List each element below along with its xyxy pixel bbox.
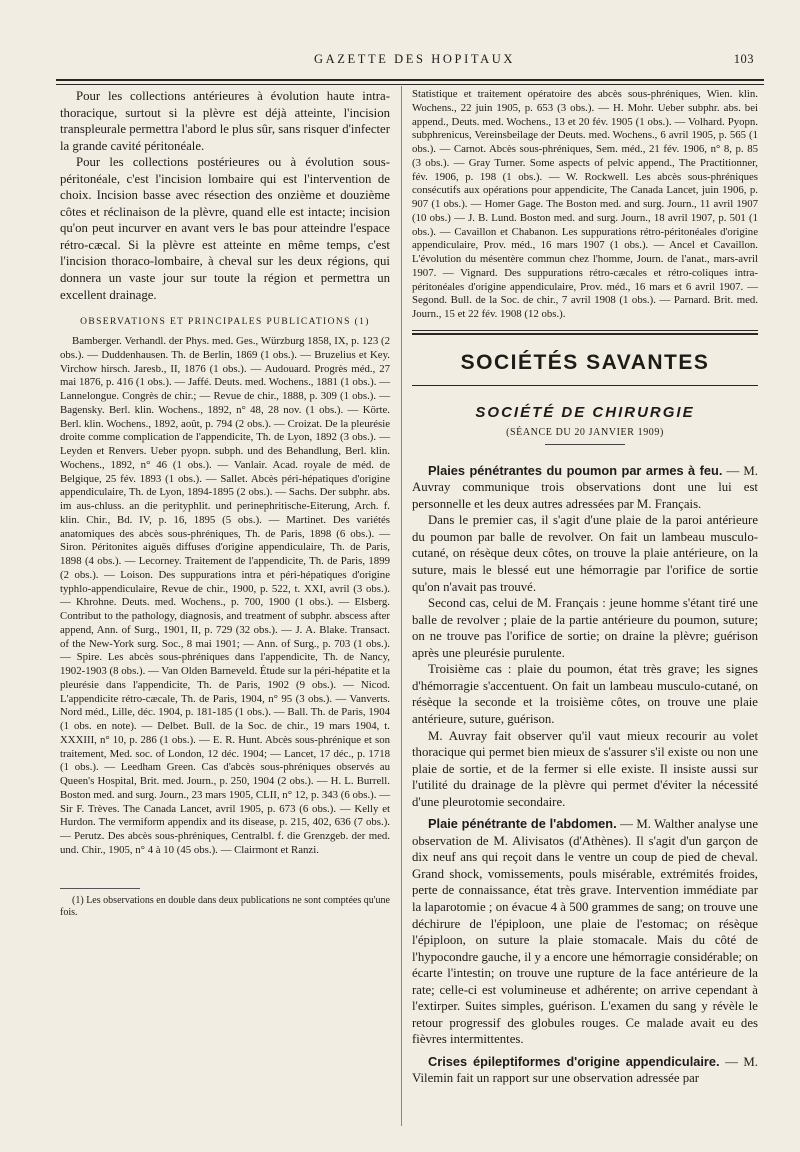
article-gunshot-lung-case3: Troisième cas : plaie du poumon, état très grave; les signes d'hémorragie s'accentuent. On fait un lambeau musculo-cutané, on résèque la seconde et la troisième côtes, on trouve une plaie antérieure, suture, guérison. [412, 662, 758, 726]
article-gunshot-lung [412, 463, 758, 513]
seance-date: (SÉANCE DU 20 JANVIER 1909) [506, 426, 664, 438]
left-column [60, 88, 390, 920]
article-heading-abdomen-wound: Plaie pénétrante de l'abdomen. [428, 816, 617, 832]
article-epileptiform-crises [412, 1054, 758, 1087]
page-header [58, 52, 760, 74]
section-rule [412, 330, 758, 335]
article-abdomen-wound [412, 816, 758, 1048]
article-gunshot-lung-intro: — M. Auvray communique trois observations dont une lui est personnelle et les deux autres adressées par M. Français. [412, 463, 759, 511]
section-title-rule [412, 385, 758, 386]
article-gunshot-lung-conclusion: M. Auvray fait observer qu'il vaut mieux recourir au volet thoracique qui permet bien mieux de s'assurer s'il existe ou non une plaie de sortie, et de la fermer si elle existe. Il insiste aussi sur l'utilité du drainage de la plèvre qui permet d'éviter la nécessité d'une pleurotomie secondaire. [412, 728, 758, 809]
footnote: (1) Les observations en double dans deux publications ne sont comptées qu'une fois. [60, 894, 390, 919]
right-column [412, 88, 758, 1087]
article-gunshot-lung-case2: Second cas, celui de M. Français : jeune homme s'étant tiré une balle de revolver ; plaie de la partie antérieure du poumon, suture; on ne trouve pas l'orifice de sortie; on draine la plèvre; guérison après une pleurésie purulente. [412, 596, 758, 660]
article-gunshot-lung-case1: Dans le premier cas, il s'agit d'une plaie de la paroi antérieure du poumon par balle de revolver. On fait un lambeau musculo-cutané, on résèque deux côtes, on trouve la plaie antérieure, on la suture, mais le blessé eut une hémorragie par l'orifice de sortie qu'on n'avait pas trouvé. [412, 513, 758, 594]
article-abdomen-wound-text: — M. Walther analyse une observation de M. Alivisatos (d'Athènes). Il s'agit d'un garçon de dix neuf ans qui reçoit dans le ventre un coup de pied de cheval. Grand shock, vomissements, pouls misérable, extrémités froides, perte de connaissance, état très grave. Intervention immédiate par la laparotomie ; on évacue 4 à 500 grammes de sang; on trouve une déchirure de l'épiploon, une plaie de l'estomac; on résèque l'épiploon, on suture la plaie stomacale. Mais du côté de l'hypocondre gauche, il y a encore une hémorragie considérable; on écarte l'intestin; on trouve une rupture de la face antérieure de la rate; celle-ci est volumineuse et adhérente; on arrive cependant à l'extirper. Suites simples, guérison. L'examen du sang y révèle le retour progressif des globules rouges. Ce malade avait eu des fièvres intermittentes. [412, 817, 759, 1047]
paragraph-anterior-collections: Pour les collections antérieures à évolution haute intra-thoracique, surtout si la plèvre est déjà atteinte, l'incision transpleurale permettra l'abord le plus sûr, sans risquer d'infecter la grande cavité péritonéale. [60, 89, 390, 153]
header-rule [56, 79, 764, 85]
footnote-rule [60, 888, 140, 889]
section-title: SOCIÉTÉS SAVANTES [460, 350, 710, 374]
paragraph-posterior-collections: Pour les collections postérieures ou à évolution sous-péritonéale, c'est l'incision lombaire qui est l'intervention de choix. Incision basse avec résection des onzième et douzième côtes et réclinaison de la plèvre, quand elle est intacte; incision qu'on peut incurver en avant vers le bas pour atteindre l'espace rétro-cæcal. Si la plèvre est atteinte en même temps, c'est l'incision thoraco-lombaire, à cheval sur les deux régions, qui donnera un vaste jour sur toute la région et permettra un excellent drainage. [60, 155, 390, 302]
observations-heading: OBSERVATIONS ET PRINCIPALES PUBLICATIONS (1) [80, 317, 370, 328]
seance-rule [545, 444, 625, 445]
references-continued: Statistique et traitement opératoire des abcès sous-phréniques, Wien. klin. Wochens., 22 juin 1905, p. 653 (3 obs.). — H. Mohr. Ueber subphr. abs. bei append., Deuts. med. Wochens., 13 et 20 fév. 1905 (1 obs.). — Volhard. Pyopn. subphrenicus, Vereinsbeilage der Deuts. med. Wochens., 6 avril 1905, p. 565 (1 obs.). — Carnot. Abcès sous-phréniques, Sem. méd., 21 fév. 1906, n° 8, p. 85 (3 obs.). — Gray Turner. Some aspects of pelvic append., The Practitionner, fév. 1906, p. 198 (1 obs.). — W. Rockwell. Les abcès sous-phréniques consécutifs aux opérations pour appendicite, The Canada Lancet, juin 1906, p. 907 (1 obs.). — Homer Gage. The Boston med. and surg. Journ., 11 avril 1907 (10 obs.) — J. B. Lund. Boston med. and surg. Journ., 18 avril 1907, p. 501 (1 obs.). — Cavaillon et Chabanon. Les suppurations rétro-péritonéales d'origine appendiculaire, Prov. méd., 16 mars 1907 (1 obs.). — Ancel et Cavaillon. L'évolution du mésentère commun chez l'homme, Journ. de l'anat., mars-avril 1907. — Vignard. Des suppurations rétro-cæcales et rétro-coliques intra-péritonéales d'origine appendiculaire, Prov. méd., 16 mars et 6 avril 1907. — Segond. Bull. de la Soc. de chir., 7 avril 1908 (1 obs.). — Parnard. Brit. med. Journ., 15 et 22 fév. 1908 (12 obs.). [412, 88, 758, 320]
references-list: Bamberger. Verhandl. der Phys. med. Ges., Würzburg 1858, IX, p. 123 (2 obs.). — Duddenhausen. Th. de Berlin, 1869 (1 obs.). — Bruzelius et Key. Virchow hirsch. Jaresb., II, 1876 (1 obs.). — Audouard. Progrès méd., 27 mai 1876, p. 416 (1 obs.). — Jaffé. Deuts. med. Wochens., 1881 (1 obs.). — Lannelongue. Congrès de chir.; — Revue de chir., 1888, p. 309 (1 obs.). — Bagensky. Berl. klin. Wochens., 1892, n° 48, 28 nov. (1 obs.). — Körte. Berl. klin. Wochens., 1892, août, p. 794 (2 obs.). — Croizat. De la pleurésie droite comme complication de l'appendicite, Th. de Lyon, 1892 (3 obs.). — Leyden et Renvers. Ueber pyopn. subph. und des Behandlung, Berl. klin. Wochens., 1892, n° 46 (1 obs.). — Vanlair. Acad. royale de méd. de Belgique, 25 fév. 1893 (1 obs.). — Sallet. Abcès péri-hépatiques d'origine appendiculaire, Th. de Lyon, 1894-1895 (2 obs.). — Sachs. Der subphr. abs. im aus-chluss. an die perityphlit. und perinephritische-Eiterung, Arch. f. klin. Chir., Bd. IV, p. 16, 1895 (5 obs.). — Martinet. Des variétés anatomiques des abcès sous-phréniques, Th. de Paris, 1898 (6 obs.). — Siron. Péritonites aiguës diffuses d'origine appendiculaire, Th. de Paris, 1898 (4 obs.). — Lecorney. Traitement de l'appendicite, Th. de Paris, 1899 (2 obs.). — Loison. Des suppurations intra et péri-hépatiques d'origine typhlo-appendiculaire, Revue de chir., 1900, p. 522, t. XXI, avril (3 obs.). — Khrohne. Deuts. med. Wochens., p. 700, 1900 (1 obs.). — Elsberg. Contribut to the pathology, diagnosis, and treatment of subphr. abscess after append, Ann. of Surg., 1901, II, p. 729 (32 obs.). — J. A. Blake. Transact. of the New-York surg. Soc., 8 mai 1901; — Ann. of Surg., p. 703 (1 obs.). — Spire. Les abcès sous-phréniques dans l'appendicite, Th. de Nancy, 1902-1903 (8 obs.). — Van Olden Barneveld. Étude sur la péri-hépatite et la pleurésie dans l'appendicite, Th. de Paris, 1902 (9 obs.). — Nicod. L'appendicite rétro-cæcale, Th. de Paris, 1904, n° 95 (3 obs.). — Vanverts. Nord méd., Lille, déc. 1904, p. 181-185 (1 obs.). — Ball. Th. de Paris, 1904 (1 obs. en note). — Delbet. Bull. de la Soc. de chir., 19 mars 1904, t. XXXIII, n° 10, p. 286 (1 obs.). — E. R. Hunt. Abcès sous-phrénique et son traitement, Med. soc. of London, 12 déc. 1904; — Lancet, 17 déc., p. 1718 (1 obs.). — Leedham Green. Cas d'abcès sous-phréniques observés au Queen's Hospital, Brit. med. Journ., p. 250, 1904 (2 obs.). — H. L. Burrell. Boston med. and surg. Journ., 23 mars 1905, CLII, n° 12, p. 343 (6 obs.). — Sir F. Trèves. The Canada Lancet, avril 1905, p. 673 (6 obs.). — Kelly et Hurdon. The vermiform appendix and its disease, p. 215, 402, 636 (7 obs.). — Perutz. Des abcès sous-phréniques, Centralbl. f. die Grenzgeb. der med. und. Chir., 1905, n° 4 à 10 (45 obs.). — Clairmont et Ranzi. [60, 335, 390, 856]
article-heading-gunshot-lung: Plaies pénétrantes du poumon par armes à feu. [428, 462, 723, 478]
column-divider [401, 86, 402, 1126]
society-title: SOCIÉTÉ DE CHIRURGIE [475, 403, 695, 421]
article-heading-epileptiform-crises: Crises épileptiformes d'origine appendiculaire. [428, 1053, 720, 1069]
journal-title: GAZETTE DES HOPITAUX [314, 52, 515, 66]
article-epileptiform-crises-text: — M. Vilemin fait un rapport sur une observation adressée par [412, 1054, 758, 1086]
page-number: 103 [733, 52, 754, 66]
